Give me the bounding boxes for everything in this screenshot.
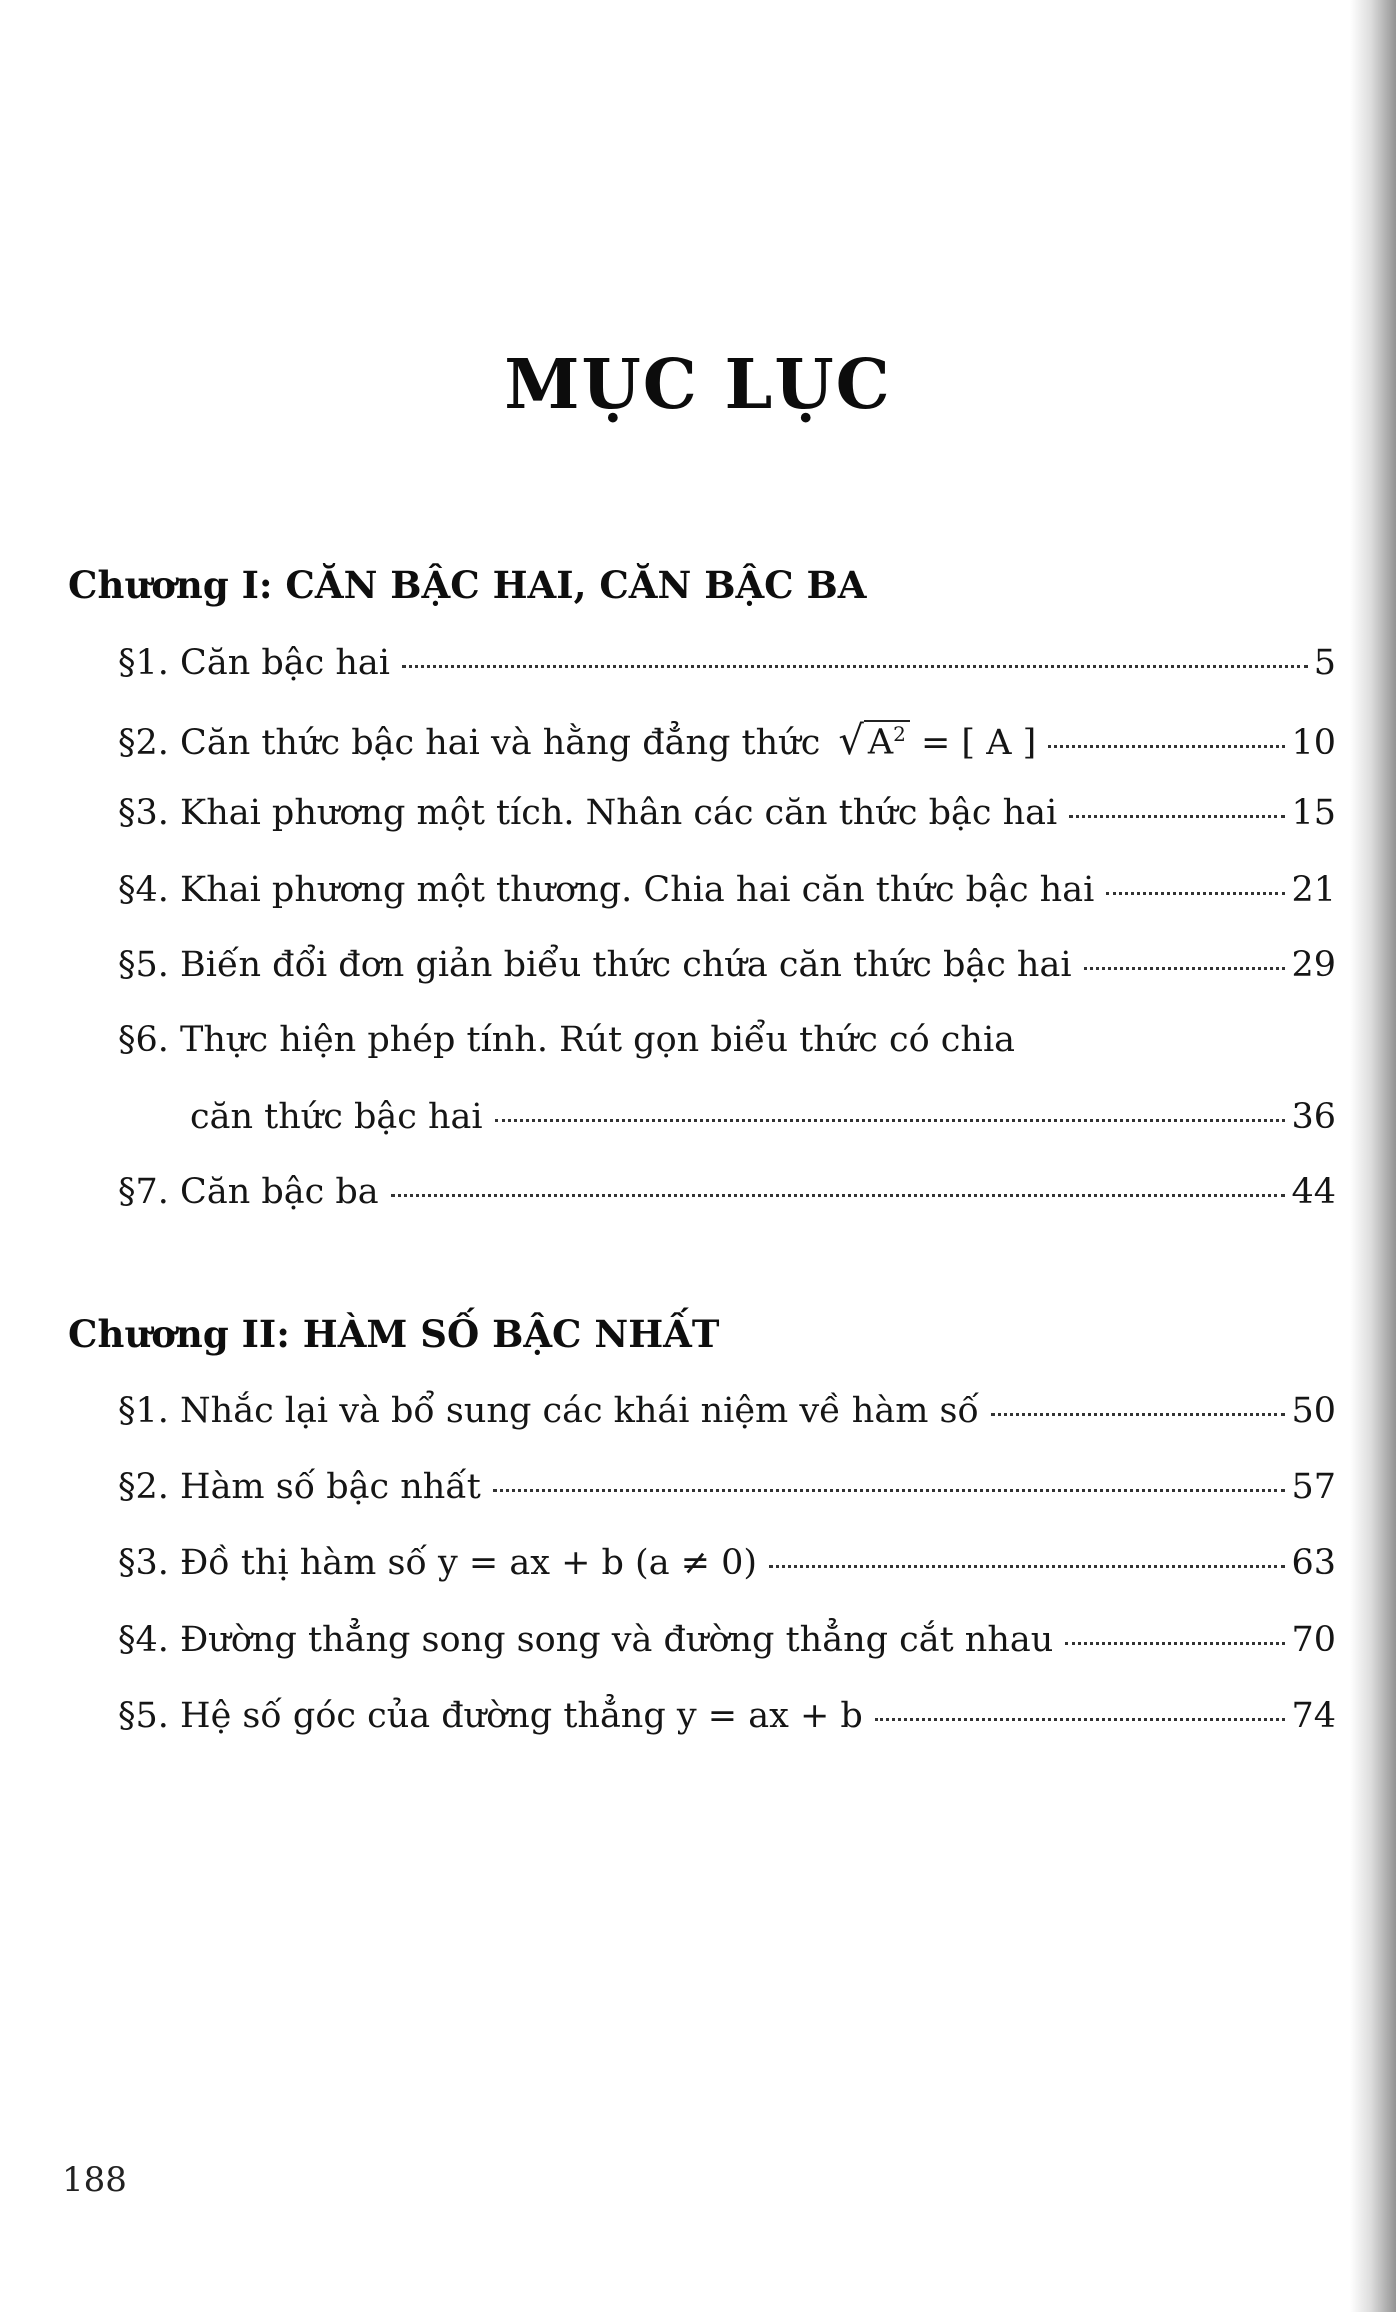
toc-entry[interactable] <box>118 1020 1336 1060</box>
toc-entry[interactable] <box>118 793 1336 833</box>
section-number: §3. <box>118 793 169 833</box>
formula-radicand: $A^2$ <box>864 720 910 763</box>
toc-entry[interactable] <box>118 718 1336 764</box>
page-title: MỤC LỤC <box>504 345 892 425</box>
section-title: Căn bậc ba <box>180 1172 379 1212</box>
section-number: §2. <box>118 1467 169 1507</box>
page-ref: 21 <box>1291 870 1336 910</box>
section-title: Nhắc lại và bổ sung các khái niệm về hàm số <box>180 1391 979 1431</box>
section-number: §7. <box>118 1172 169 1212</box>
page-ref: 44 <box>1291 1172 1336 1212</box>
page-ref: 29 <box>1291 945 1336 985</box>
page-ref: 10 <box>1291 723 1336 763</box>
toc-entry[interactable] <box>118 1391 1336 1431</box>
dot-leader <box>402 665 1308 668</box>
section-number: §6. <box>118 1020 169 1060</box>
dot-leader <box>875 1718 1286 1721</box>
page-number: 188 <box>62 2160 127 2200</box>
section-title: Hệ số góc của đường thẳng y = ax + b <box>180 1696 863 1736</box>
toc-entry[interactable] <box>118 1467 1336 1507</box>
dot-leader <box>1069 815 1285 818</box>
section-title: Khai phương một thương. Chia hai căn thức bậc hai <box>180 870 1095 910</box>
dot-leader <box>769 1565 1285 1568</box>
sqrt-sign-icon: √ <box>838 718 864 764</box>
section-number: §5. <box>118 1696 169 1736</box>
page-ref: 70 <box>1291 1620 1336 1660</box>
page-ref: 74 <box>1291 1696 1336 1736</box>
page-ref: 5 <box>1313 643 1336 683</box>
section-number: §3. <box>118 1543 169 1583</box>
page-ref: 15 <box>1291 793 1336 833</box>
dot-leader <box>1048 745 1285 748</box>
section-number: §4. <box>118 870 169 910</box>
toc-entry-continuation[interactable] <box>190 1097 1336 1137</box>
toc-entry[interactable] <box>118 1172 1336 1212</box>
dot-leader <box>1084 967 1286 970</box>
section-title-continuation: căn thức bậc hai <box>190 1097 483 1137</box>
page-ref: 57 <box>1291 1467 1336 1507</box>
toc-entry[interactable] <box>118 643 1336 683</box>
toc-entry[interactable] <box>118 870 1336 910</box>
chapter-heading: Chương I: CĂN BẬC HAI, CĂN BẬC BA <box>68 563 867 607</box>
section-number: §5. <box>118 945 169 985</box>
dot-leader <box>391 1194 1286 1197</box>
section-title: Đường thẳng song song và đường thẳng cắt nhau <box>180 1620 1054 1660</box>
section-title: Khai phương một tích. Nhân các căn thức bậc hai <box>180 793 1058 833</box>
formula-rhs: = [ A ] <box>920 723 1037 763</box>
dot-leader <box>1106 892 1285 895</box>
toc-entry[interactable] <box>118 1620 1336 1660</box>
toc-entry[interactable] <box>118 945 1336 985</box>
page-ref: 36 <box>1291 1097 1336 1137</box>
section-title: Thực hiện phép tính. Rút gọn biểu thức có chia <box>180 1020 1016 1060</box>
dot-leader <box>495 1119 1286 1122</box>
section-title: Căn bậc hai <box>180 643 390 683</box>
toc-entry[interactable] <box>118 1543 1336 1583</box>
section-number: §1. <box>118 643 169 683</box>
dot-leader <box>493 1489 1286 1492</box>
toc-entry[interactable] <box>118 1696 1336 1736</box>
section-number: §1. <box>118 1391 169 1431</box>
dot-leader <box>1065 1642 1285 1645</box>
page-ref: 50 <box>1291 1391 1336 1431</box>
section-title: Biến đổi đơn giản biểu thức chứa căn thức bậc hai <box>180 945 1072 985</box>
section-title: Căn thức bậc hai và hằng đẳng thức <box>180 723 821 763</box>
section-number: §4. <box>118 1620 169 1660</box>
dot-leader <box>991 1413 1286 1416</box>
section-number: §2. <box>118 723 169 763</box>
section-title: Đồ thị hàm số y = ax + b (a ≠ 0) <box>180 1543 758 1583</box>
section-title: Hàm số bậc nhất <box>180 1467 481 1507</box>
chapter-heading: Chương II: HÀM SỐ BẬC NHẤT <box>68 1312 720 1356</box>
sqrt-formula <box>838 718 1036 764</box>
page-ref: 63 <box>1291 1543 1336 1583</box>
